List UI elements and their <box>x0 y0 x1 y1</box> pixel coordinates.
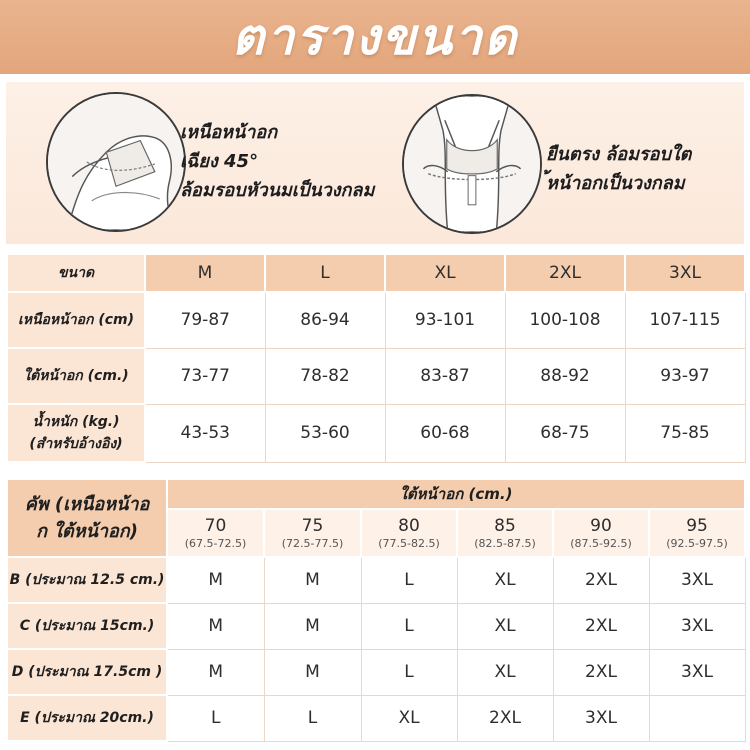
table-header-row <box>7 254 745 292</box>
over-bust-caption <box>180 118 374 205</box>
table-cell: 60-68 <box>385 404 505 462</box>
table-row <box>7 557 745 603</box>
table-cell: 3XL <box>649 603 745 649</box>
table-cell: 3XL <box>649 649 745 695</box>
table-cell: 78-82 <box>265 348 385 404</box>
measurement-guide <box>6 82 744 244</box>
row-label-line: (สำหรับอ้างอิง) <box>29 436 123 452</box>
table-cell: 86-94 <box>265 292 385 348</box>
band-range: (92.5-97.5) <box>666 537 728 550</box>
band-value: 95 <box>686 516 708 536</box>
row-label: D (ประมาณ 17.5cm ) <box>7 649 167 695</box>
title-banner <box>0 0 750 74</box>
band-header <box>361 509 457 557</box>
table-cell: 53-60 <box>265 404 385 462</box>
band-header <box>553 509 649 557</box>
band-range: (67.5-72.5) <box>184 537 247 550</box>
band-header <box>264 509 361 557</box>
band-range: (87.5-92.5) <box>570 537 632 550</box>
table-cell: 93-101 <box>385 292 505 348</box>
table-cell: 43-53 <box>145 404 265 462</box>
table-cell: 79-87 <box>145 292 265 348</box>
band-header <box>457 509 553 557</box>
under-bust-caption <box>546 140 691 198</box>
band-value: 70 <box>204 516 227 536</box>
page-title: ตารางขนาด <box>231 7 519 66</box>
size-header: 3XL <box>625 254 745 292</box>
table-cell: L <box>167 695 264 741</box>
table-row <box>7 292 745 348</box>
table-cell: 2XL <box>553 557 649 603</box>
table-cell: 73-77 <box>145 348 265 404</box>
table-cell: 107-115 <box>625 292 745 348</box>
table-cell: M <box>264 649 361 695</box>
corner-line: ก ใต้หน้าอก) <box>36 521 138 542</box>
over-bust-illustration <box>46 92 186 232</box>
size-header: L <box>265 254 385 292</box>
table-cell: 3XL <box>553 695 649 741</box>
band-range: (72.5-77.5) <box>281 537 344 550</box>
table-cell: 93-97 <box>625 348 745 404</box>
band-value: 80 <box>398 516 420 536</box>
table-row <box>7 348 745 404</box>
table-cell: 83-87 <box>385 348 505 404</box>
caption-line: ล้อมรอบหัวนมเป็นวงกลม <box>180 180 375 201</box>
under-bust-illustration <box>402 94 542 234</box>
table-cell: 3XL <box>649 557 745 603</box>
band-value: 85 <box>494 516 516 536</box>
table-cell: M <box>167 649 264 695</box>
row-label: ใต้หน้าอก (cm.) <box>7 348 145 404</box>
size-header: XL <box>385 254 505 292</box>
size-header: M <box>145 254 265 292</box>
table-cell: 2XL <box>457 695 553 741</box>
cup-size-table <box>6 478 746 742</box>
caption-line: เหนือหน้าอก <box>180 122 278 143</box>
row-label-line: น้ำหนัก (kg.) <box>32 414 120 430</box>
row-label <box>7 404 145 462</box>
row-label: E (ประมาณ 20cm.) <box>7 695 167 741</box>
band-value: 90 <box>590 516 612 536</box>
table-cell: XL <box>361 695 457 741</box>
table-cell: 68-75 <box>505 404 625 462</box>
table-cell: XL <box>457 603 553 649</box>
table-row <box>7 649 745 695</box>
table-cell: L <box>264 695 361 741</box>
table-cell: 100-108 <box>505 292 625 348</box>
band-range: (82.5-87.5) <box>474 537 536 550</box>
caption-line: ยืนตรง ล้อมรอบใต <box>546 144 692 165</box>
table-row <box>7 404 745 462</box>
table-cell: L <box>361 603 457 649</box>
table-cell: 88-92 <box>505 348 625 404</box>
table-cell <box>649 695 745 741</box>
table-cell: M <box>264 557 361 603</box>
table-row <box>7 603 745 649</box>
row-label: C (ประมาณ 15cm.) <box>7 603 167 649</box>
table-cell: M <box>167 603 264 649</box>
size-column-header: ขนาด <box>7 254 145 292</box>
table-cell: 2XL <box>553 649 649 695</box>
table-cell: M <box>264 603 361 649</box>
row-label: เหนือหน้าอก (cm) <box>7 292 145 348</box>
cup-column-header <box>7 479 167 557</box>
band-value: 75 <box>301 516 324 536</box>
corner-line: คัพ (เหนือหน้าอ <box>24 494 150 515</box>
band-range: (77.5-82.5) <box>378 537 440 550</box>
band-header <box>649 509 745 557</box>
caption-line: เฉียง 45° <box>180 151 259 172</box>
underbust-group-header: ใต้หน้าอก (cm.) <box>167 479 745 509</box>
table-cell: M <box>167 557 264 603</box>
size-chart-table <box>6 253 746 463</box>
size-header: 2XL <box>505 254 625 292</box>
group-header-row <box>7 479 745 509</box>
table-row <box>7 695 745 741</box>
row-label: B (ประมาณ 12.5 cm.) <box>7 557 167 603</box>
band-header <box>167 509 264 557</box>
table-cell: 75-85 <box>625 404 745 462</box>
table-cell: L <box>361 649 457 695</box>
table-cell: XL <box>457 557 553 603</box>
table-cell: XL <box>457 649 553 695</box>
table-cell: 2XL <box>553 603 649 649</box>
caption-line: ้หน้าอกเป็นวงกลม <box>546 173 685 194</box>
table-cell: L <box>361 557 457 603</box>
